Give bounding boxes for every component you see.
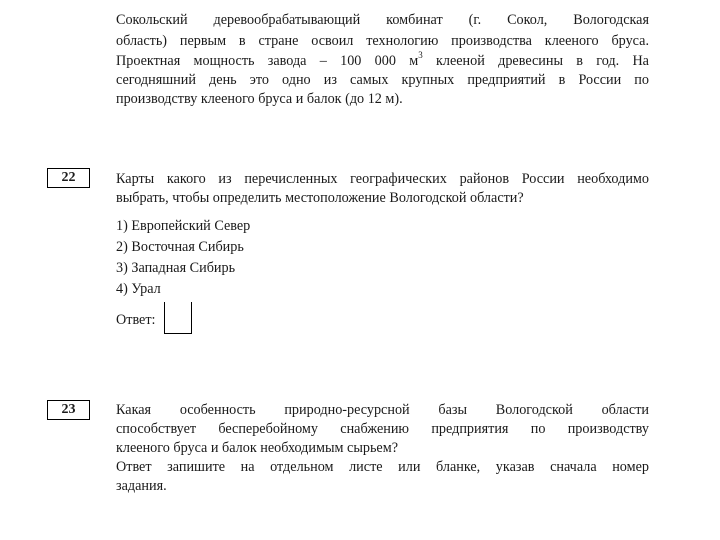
q23-line-1: Какая особенность природно-ресурсной базы Вологодской области — [116, 402, 649, 418]
intro-line-4: сегодняшний день это одно из самых крупных предприятий в России по — [116, 72, 649, 88]
q23-line-2: способствует бесперебойному снабжению предприятия по производству — [116, 421, 649, 437]
q22-line-1: Карты какого из перечисленных географических районов России необходимо — [116, 171, 649, 187]
q23-line-5: задания. — [116, 478, 167, 494]
intro-line-3 — [116, 52, 649, 71]
q22-answer-box[interactable] — [164, 302, 192, 334]
intro-line-5: производству клееного бруса и балок (до 12 м). — [116, 91, 403, 107]
question-number-22: 22 — [47, 168, 90, 188]
intro-line-2: область) первым в стране освоил технологию производства клееного бруса. — [116, 33, 649, 49]
question-number-23: 23 — [47, 400, 90, 420]
q22-option-2: 2) Восточная Сибирь — [116, 239, 244, 255]
intro-line-1: Сокольский деревообрабатывающий комбинат (г. Сокол, Вологодская — [116, 12, 649, 28]
q22-answer-label: Ответ: — [116, 312, 156, 328]
q22-line-2: выбрать, чтобы определить местоположение Вологодской области? — [116, 190, 524, 206]
intro-line-3-post: клееной древесины в год. На — [422, 53, 649, 69]
intro-line-3-sup: 3 — [418, 50, 423, 61]
q22-option-4: 4) Урал — [116, 281, 161, 297]
q23-line-4: Ответ запишите на отдельном листе или бланке, указав сначала номер — [116, 459, 649, 475]
q22-option-3: 3) Западная Сибирь — [116, 260, 236, 276]
q22-option-1: 1) Европейский Север — [116, 218, 251, 234]
q23-line-3: клееного бруса и балок необходимым сырьем? — [116, 440, 398, 456]
intro-line-3-pre: Проектная мощность завода – 100 000 м — [116, 53, 419, 69]
